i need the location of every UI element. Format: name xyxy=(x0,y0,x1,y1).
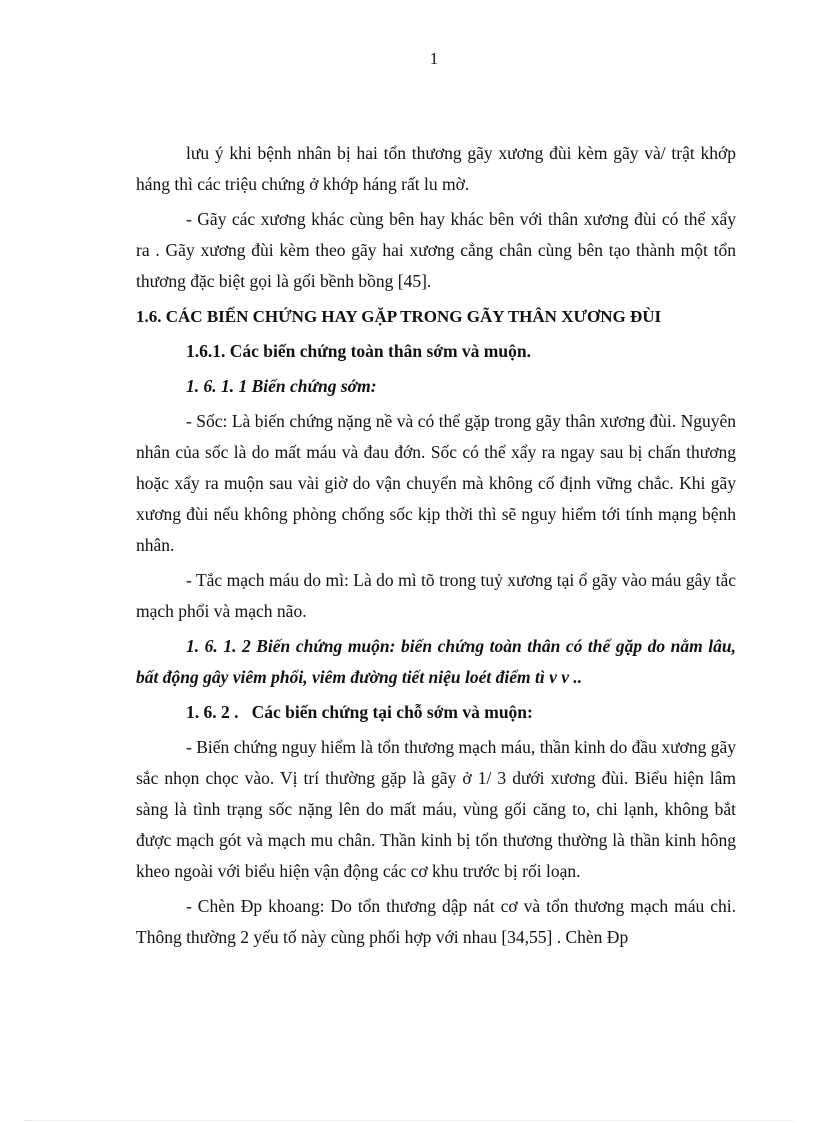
paragraph-fat-embolism: - Tắc mạch máu do mì: Là do mì tõ trong tuỷ xương tại ổ gãy vào máu gây tắc mạch phổi và mạch não. xyxy=(136,570,736,621)
paragraph-shock: - Sốc: Là biến chứng nặng nề và có thể gặp trong gãy thân xương đùi. Nguyên nhân của sốc là do mất máu và đau đớn. Sốc có thể xẩy ra ngay sau bị chấn thương hoặc xẩy ra muộn sau vài giờ do vận chuyển mà không cố định vững chắc. Khi gãy xương đùi nếu không phòng chống sốc kịp thời thì sẽ nguy hiểm tới tính mạng bệnh nhân. xyxy=(136,411,736,555)
paragraph-vascular-nerve-injury: - Biến chứng nguy hiểm là tổn thương mạch máu, thần kinh do đầu xương gãy sắc nhọn chọc vào. Vị trí thường gặp là gãy ở 1/ 3 dưới xương đùi. Biểu hiện lâm sàng là tình trạng sốc nặng lên do mất máu, vùng gối căng to, chi lạnh, không bắt được mạch gót và mạch mu chân. Thần kinh bị tổn thương thường là thần kinh hông kheo ngoài với biểu hiện vận động các cơ khu trước bị rối loạn. xyxy=(136,737,736,881)
document-body xyxy=(136,138,736,953)
section-heading-1-6: 1.6. CÁC BIẾN CHỨNG HAY GẶP TRONG GÃY THÂN XƯƠNG ĐÙI xyxy=(136,307,662,326)
paragraph-late-complications: 1. 6. 1. 2 Biến chứng muộn: biến chứng toàn thân có thể gặp do nằm lâu, bất động gây viêm phổi, viêm đường tiết niệu loét điểm tì v v .. xyxy=(136,636,736,687)
paragraph-compartment-syndrome: - Chèn Ðp khoang: Do tổn thương dập nát cơ và tổn thương mạch máu chi. Thông thường 2 yếu tố này cùng phối hợp với nhau [34,55] . Chèn Ðp xyxy=(136,896,736,947)
page-bottom-divider xyxy=(24,1120,794,1121)
paragraph-other-fractures: - Gãy các xương khác cùng bên hay khác bên với thân xương đùi có thể xẩy ra . Gãy xương đùi kèm theo gãy hai xương cẳng chân cùng bên tạo thành một tổn thương đặc biệt gọi là gối bềnh bồng [45]. xyxy=(136,209,736,291)
section-heading-1-6-2: 1. 6. 2 . Các biến chứng tại chỗ sớm và muộn: xyxy=(186,702,533,722)
page-number: 1 xyxy=(429,49,439,68)
section-heading-1-6-1-1: 1. 6. 1. 1 Biến chứng sớm: xyxy=(186,376,377,396)
paragraph-hip-note: lưu ý khi bệnh nhân bị hai tổn thương gãy xương đùi kèm gãy và/ trật khớp háng thì các triệu chứng ở khớp háng rất lu mờ. xyxy=(136,143,736,194)
section-heading-1-6-1: 1.6.1. Các biến chứng toàn thân sớm và muộn. xyxy=(186,341,531,361)
